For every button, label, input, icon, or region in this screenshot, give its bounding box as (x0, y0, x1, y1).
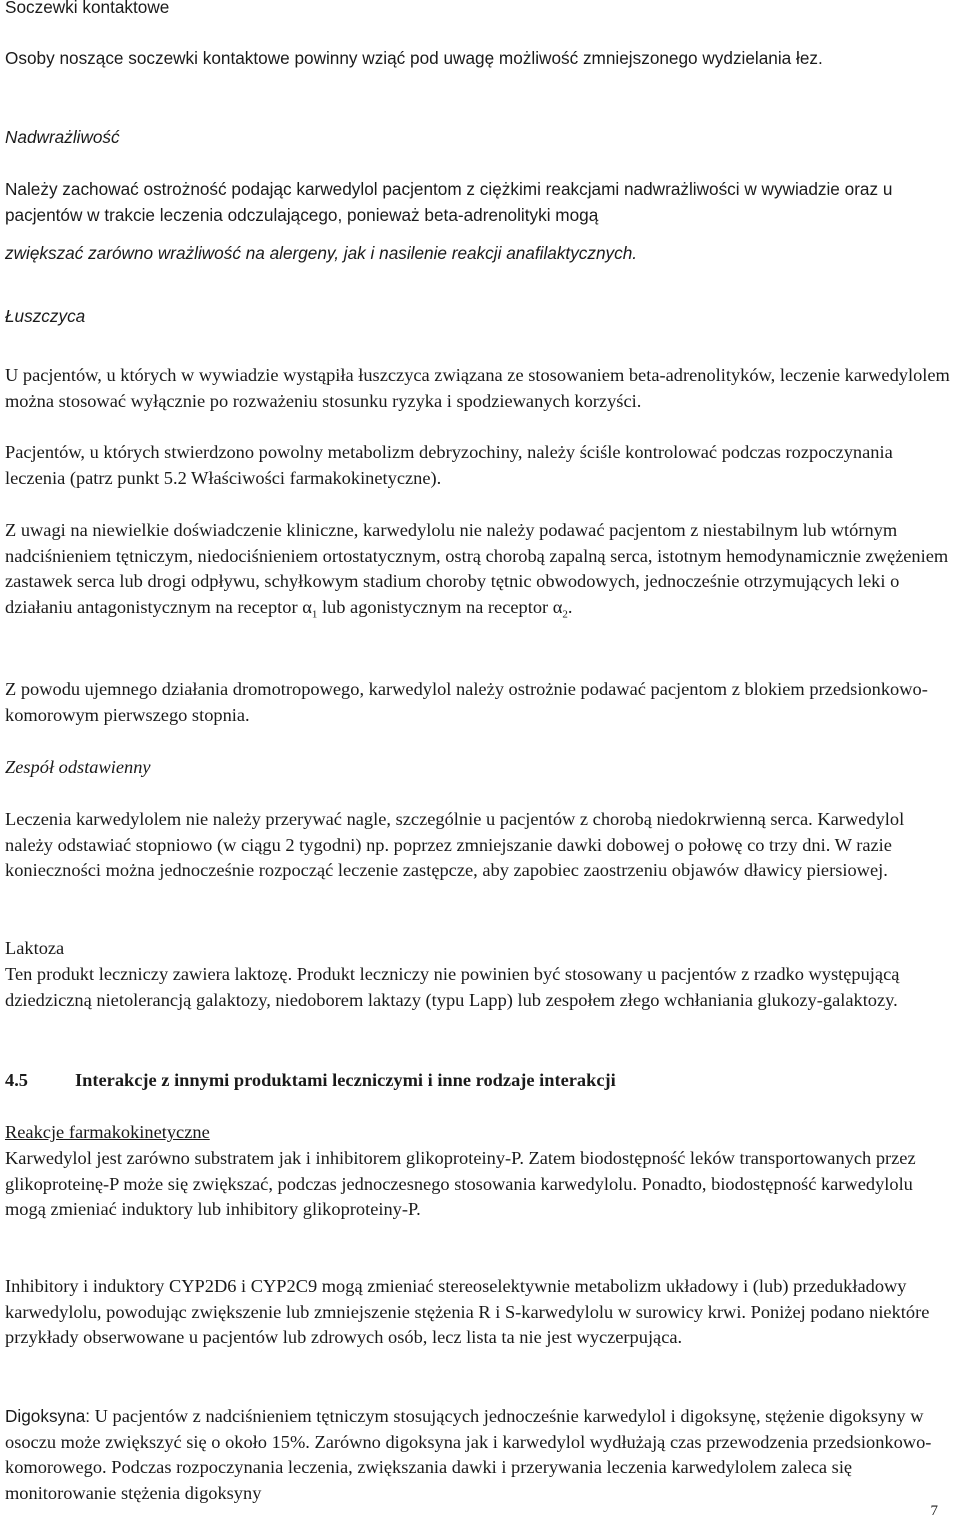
section-4-5-heading (5, 1068, 955, 1094)
digoxin-text: U pacjentów z nadciśnieniem tętniczym stosujących jednocześnie karwedylol i digoksynę, stężenie digoksyny w osoczu może zwiększyć się o około 15%. Zarówno digoksyna jak i karwedylol wydłużają czas przewodzenia przedsionkowo-komorowego. Podczas rozpoczynania leczenia, zwiększania dawki i przerywania leczenia karwedylolem zaleca się monitorowanie stężenia digoksyny (5, 1406, 932, 1503)
psoriasis-text-1: U pacjentów, u których w wywiadzie wystąpiła łuszczyca związana ze stosowaniem beta-adrenolityków, leczenie karwedylolem można stosować wyłącznie po rozważeniu stosunku ryzyka i spodziewanych korzyści. (5, 365, 950, 411)
hypersensitivity-text-part1: Należy zachować ostrożność podając karwedylol pacjentom z ciężkimi reakcjami nadwrażliwości w wywiadzie oraz u pacjentów w trakcie leczenia odczulającego, ponieważ beta-adrenolityki mogą (5, 179, 893, 225)
heading-contact-lenses: Soczewki kontaktowe (5, 0, 170, 17)
pharmacokinetic-text-2: Inhibitory i induktory CYP2D6 i CYP2C9 mogą zmieniać stereoselektywnie metabolizm układowy i (lub) przedukładowy karwedylolu, powodując zwiększenie lub zmniejszenie stężenia R i S-karwedylolu w surowicy krwi. Poniżej podano niektóre przykłady obserwowane u pacjentów lub zdrowych osób, lecz lista ta nie jest wyczerpująca. (5, 1276, 930, 1348)
alpha-subscript-2: 2 (562, 608, 568, 621)
psoriasis-text-3-main: Z uwagi na niewielkie doświadczenie kliniczne, karwedylolu nie należy podawać pacjentom z niestabilnym lub wtórnym nadciśnieniem tętniczym, niedociśnieniem ortostatycznym, ostrą chorobą zapalną serca, istotnym hemodynamicznie zwężeniem zastawek serca lub drogi odpływu, schyłkowym stadium choroby tętnic obwodowych, jednocześnie otrzymujących leki o działaniu antagonistycznym na receptor (5, 520, 949, 617)
psoriasis-text-2: Pacjentów, u których stwierdzono powolny metabolizm debryzochiny, należy ściśle kontrolować podczas rozpoczynania leczenia (patrz punkt 5.2 Właściwości farmakokinetyczne). (5, 442, 893, 488)
psoriasis-text-4: Z powodu ujemnego działania dromotropowego, karwedylol należy ostrożnie podawać pacjentom z blokiem przedsionkowo-komorowym pierwszego stopnia. (5, 679, 928, 725)
heading-hypersensitivity: Nadwrażliwość (5, 127, 120, 147)
heading-withdrawal: Zespół odstawienny (5, 757, 151, 777)
heading-pharmacokinetic: Reakcje farmakokinetyczne (5, 1122, 210, 1142)
digoxin-paragraph (5, 1404, 955, 1506)
lactose-text: Ten produkt leczniczy zawiera laktozę. Produkt leczniczy nie powinien być stosowany u pacjentów z rzadko występującą dziedziczną nietolerancją galaktozy, niedoborem laktazy (typu Lapp) lub zespołem złego wchłaniania glukozy-galaktozy. (5, 964, 900, 1010)
withdrawal-text: Leczenia karwedylolem nie należy przerywać nagle, szczególnie u pacjentów z chorobą niedokrwienną serca. Karwedylol należy odstawiać stopniowo (w ciągu 2 tygodni) np. poprzez zmniejszanie dawki dobowej o połowę co trzy dni. W razie konieczności można jednocześnie rozpocząć leczenie zastępcze, aby zapobiec zaostrzeniu objawów dławicy piersiowej. (5, 809, 905, 881)
digoxin-label: Digoksyna: (5, 1406, 91, 1426)
section-title: Interakcje z innymi produktami leczniczymi i inne rodzaje interakcji (75, 1070, 616, 1090)
heading-psoriasis: Łuszczyca (5, 306, 86, 326)
section-number: 4.5 (5, 1070, 28, 1090)
contact-lenses-text: Osoby noszące soczewki kontaktowe powinny wziąć pod uwagę możliwość zmniejszonego wydzielania łez. (5, 48, 823, 68)
psoriasis-text-3 (5, 518, 955, 620)
psoriasis-text-3-mid: lub agonistycznym na receptor (317, 596, 553, 617)
pharmacokinetic-text-1: Karwedylol jest zarówno substratem jak i inhibitorem glikoproteiny-P. Zatem biodostępność leków transportowanych przez glikoproteinę-P może się zwiększać, podczas jednoczesnego stosowania karwedylolu. Ponadto, biodostępność karwedylolu mogą zmieniać induktory lub inhibitory glikoproteiny-P. (5, 1148, 916, 1220)
heading-lactose: Laktoza (5, 938, 65, 958)
hypersensitivity-text-part2: zwiększać zarówno wrażliwość na alergeny, jak i nasilenie reakcji anafilaktycznych. (5, 243, 638, 263)
psoriasis-text-3-end: . (567, 596, 573, 617)
alpha-symbol-2: α (552, 596, 563, 617)
alpha-subscript-1: 1 (311, 608, 318, 621)
alpha-symbol-1: α (302, 596, 312, 617)
page-number: 7 (930, 1503, 938, 1519)
